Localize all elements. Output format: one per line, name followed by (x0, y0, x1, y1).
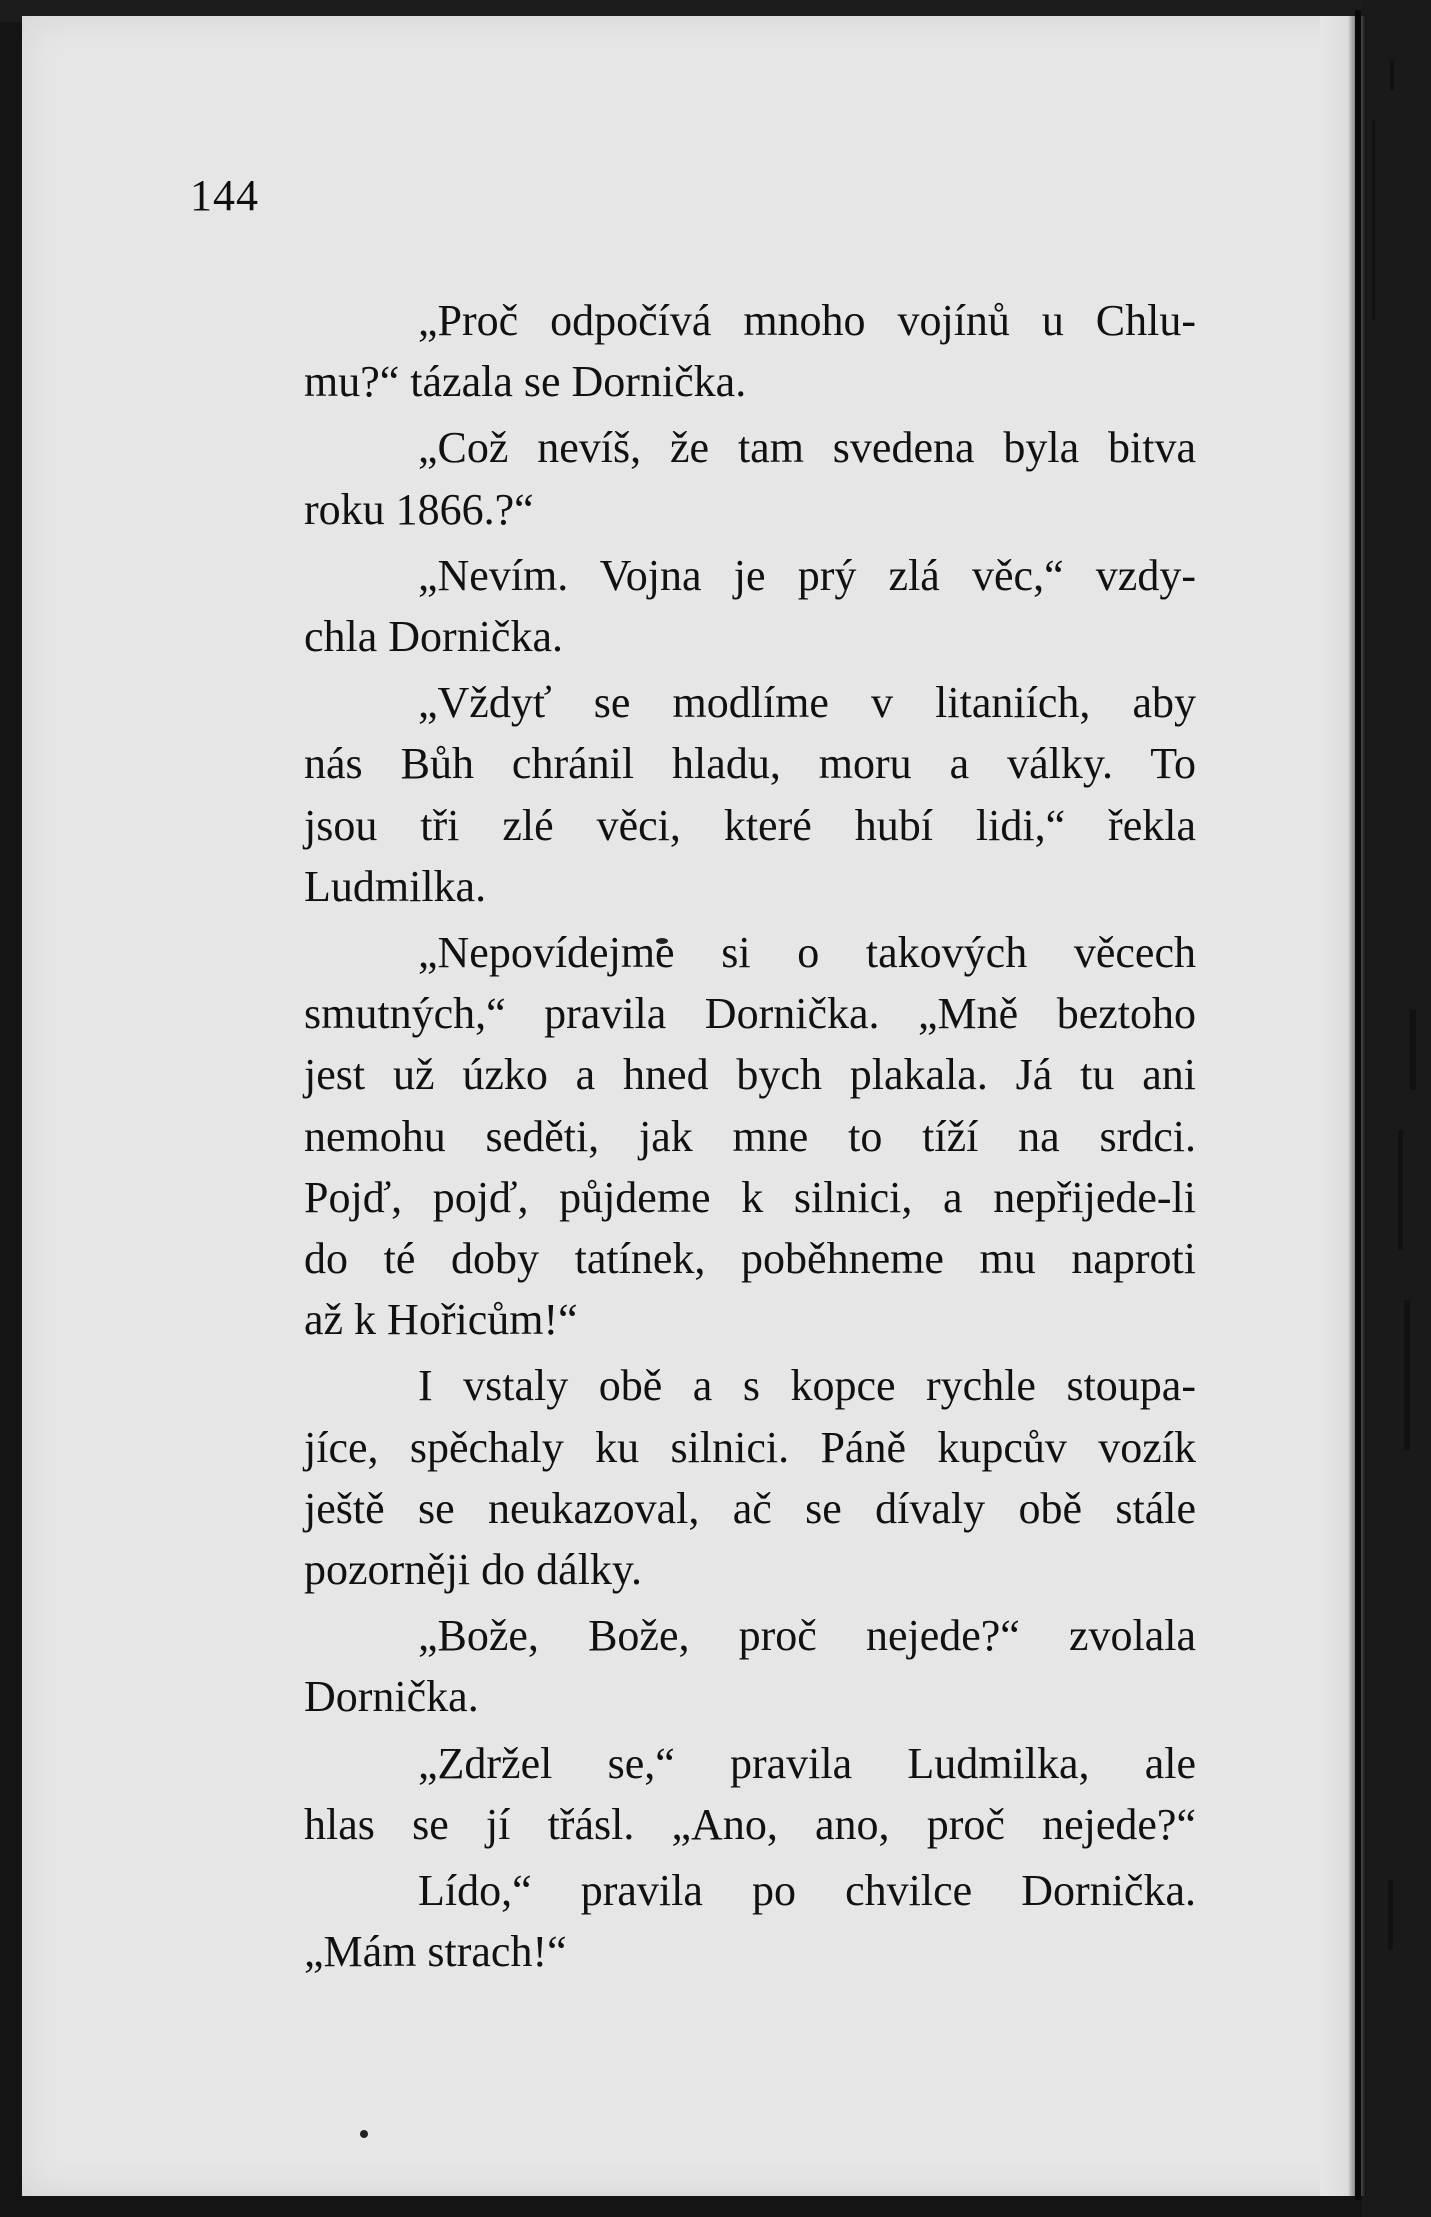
text-line: jíce, spěchaly ku silnici. Páně kupcův vozík (304, 1422, 1196, 1472)
print-speck (360, 2130, 368, 2138)
paragraph (190, 290, 1196, 412)
paragraph (190, 1733, 1196, 1855)
text-line: „Mám strach!“ (304, 1927, 567, 1977)
text-line: ještě se neukazoval, ač se dívaly obě stále (304, 1483, 1196, 1533)
text-line: Lído,“ pravila po chvilce Dornička. (418, 1866, 1196, 1916)
text-line: až k Hořicům!“ (304, 1295, 578, 1345)
paragraph (190, 545, 1196, 667)
gutter-mark (1390, 60, 1394, 90)
text-line: chla Dornička. (304, 612, 563, 662)
paragraph (190, 417, 1196, 539)
page-fold-line (1355, 10, 1361, 2200)
text-line: I vstaly obě a s kopce rychle stoupa- (418, 1361, 1196, 1411)
paragraph (190, 1355, 1196, 1600)
page-number: 144 (190, 171, 259, 220)
body-text (190, 290, 1196, 1987)
gutter-mark (1388, 1880, 1393, 1950)
paragraph (190, 672, 1196, 917)
paragraph (190, 1605, 1196, 1727)
text-line: „Což nevíš, že tam svedena byla bitva (418, 423, 1196, 473)
text-line: „Nepovídejme si o takových věcech (418, 928, 1196, 978)
gutter-mark (1372, 120, 1375, 320)
paragraph (190, 1860, 1196, 1982)
text-line: Pojď, pojď, půjdeme k silnici, a nepřijede-li (304, 1172, 1196, 1222)
text-line: nemohu seděti, jak mne to tíží na srdci. (304, 1111, 1196, 1161)
paragraph (190, 922, 1196, 1350)
text-line: nás Bůh chránil hladu, moru a války. To (304, 739, 1196, 789)
text-line: Dornička. (304, 1672, 479, 1722)
text-line: smutných,“ pravila Dornička. „Mně beztoho (304, 989, 1196, 1039)
text-line: roku 1866.?“ (304, 484, 534, 534)
text-line: jest už úzko a hned bych plakala. Já tu ani (304, 1050, 1196, 1100)
text-line: jsou tři zlé věci, které hubí lidi,“ řekla (304, 800, 1196, 850)
text-line: „Vždyť se modlíme v litaniích, aby (418, 678, 1196, 728)
text-line: hlas se jí třásl. „Ano, ano, proč nejede?“ (304, 1799, 1196, 1849)
text-line: „Zdržel se,“ pravila Ludmilka, ale (418, 1738, 1196, 1788)
text-line: „Proč odpočívá mnoho vojínů u Chlu- (418, 296, 1196, 345)
gutter-mark (1398, 1130, 1403, 1250)
text-line: Ludmilka. (304, 861, 487, 911)
gutter-mark (1410, 1010, 1416, 1090)
text-line: do té doby tatínek, poběhneme mu naproti (304, 1234, 1196, 1284)
text-line: mu?“ tázala se Dornička. (304, 357, 747, 407)
gutter-mark (1404, 1300, 1410, 1450)
text-line: „Bože, Bože, proč nejede?“ zvolala (418, 1611, 1196, 1661)
text-line: „Nevím. Vojna je prý zlá věc,“ vzdy- (418, 550, 1196, 600)
book-gutter (1362, 0, 1431, 2217)
text-line: pozorněji do dálky. (304, 1545, 643, 1595)
